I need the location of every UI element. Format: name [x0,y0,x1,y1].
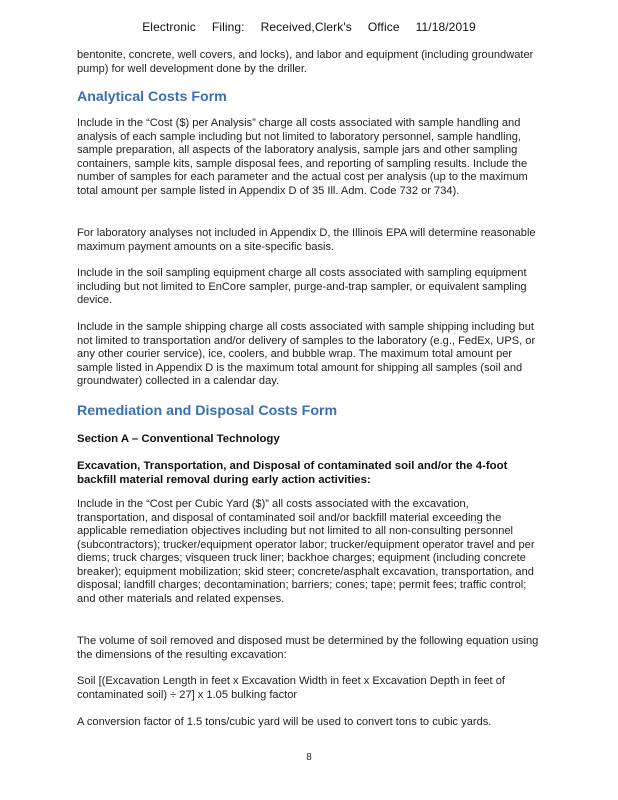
soil-volume-equation: Soil [(Excavation Length in feet x Excavation Width in feet x Excavation Depth in feet of contaminated soil) ÷ 27] x 1.05 bulking factor [77,675,505,701]
header-received-clerks: Received,Clerk's [260,20,352,34]
section-a-heading: Section A – Conventional Technology [77,433,280,445]
analytical-paragraph-2: For laboratory analyses not included in Appendix D, the Illinois EPA will determine reasonable maximum payment amounts on a site-specific basis. [77,227,536,253]
remediation-costs-heading: Remediation and Disposal Costs Form [77,403,338,419]
analytical-paragraph-1: Include in the “Cost ($) per Analysis” charge all costs associated with sample handling and analysis of each sample including but not limited to laboratory personnel, sample handling, sample preparation, all aspects of the laboratory analysis, sample jars and other sampling containers, sample kits, sample disposal fees, and reporting of sampling results. Include the number of samples for each parameter and the actual cost per analysis (up to the maximum total amount per sample listed in Appendix D of 35 Ill. Adm. Code 732 or 734). [77,117,528,197]
header-office: Office [367,20,400,34]
analytical-costs-heading: Analytical Costs Form [77,89,227,105]
header-electronic: Electronic [142,20,196,34]
page-number: 8 [306,752,312,763]
excavation-heading: Excavation, Transportation, and Disposal of contaminated soil and/or the 4-foot backfill material removal during early action activities: [77,460,508,486]
remediation-paragraph-1: Include in the “Cost per Cubic Yard ($)” all costs associated with the excavation, transportation, and disposal of contaminated soil and/or backfill material exceeding the applicable remediation objectives including but not limited to all non-consulting personnel (subcontractors); trucker/equipment operator labor; trucker/equipment operator travel and per diems; truck charges; visqueen truck liner; backhoe charges; equipment (including concrete breaker); equipment mobilization; skid steer; concrete/asphalt excavation, transportation, and disposal; landfill charges; decontamination; barriers; cones; tape; permit fees; traffic control; and other materials and related expenses. [77,498,535,605]
remediation-paragraph-2: The volume of soil removed and disposed must be determined by the following equation using the dimensions of the resulting excavation: [77,635,539,661]
header-filing: Filing: [211,20,245,34]
header-date: 11/18/2019 [415,20,476,34]
conversion-factor-paragraph: A conversion factor of 1.5 tons/cubic yard will be used to convert tons to cubic yards. [77,716,492,728]
analytical-paragraph-3: Include in the soil sampling equipment charge all costs associated with sampling equipment including but not limited to EnCore sampler, purge-and-trap sampler, or equivalent sampling device. [77,267,527,306]
analytical-paragraph-4: Include in the sample shipping charge all costs associated with sample shipping including but not limited to transportation and/or delivery of samples to the laboratory (e.g., FedEx, UPS, or any other courier service), ice, coolers, and bubble wrap. The maximum total amount per sample listed in Appendix D is the maximum total amount for shipping all samples (soil and groundwater) collected in a calendar day. [77,321,536,387]
filing-header [0,20,618,34]
intro-paragraph: bentonite, concrete, well covers, and locks), and labor and equipment (including groundwater pump) for well development done by the driller. [77,49,534,75]
